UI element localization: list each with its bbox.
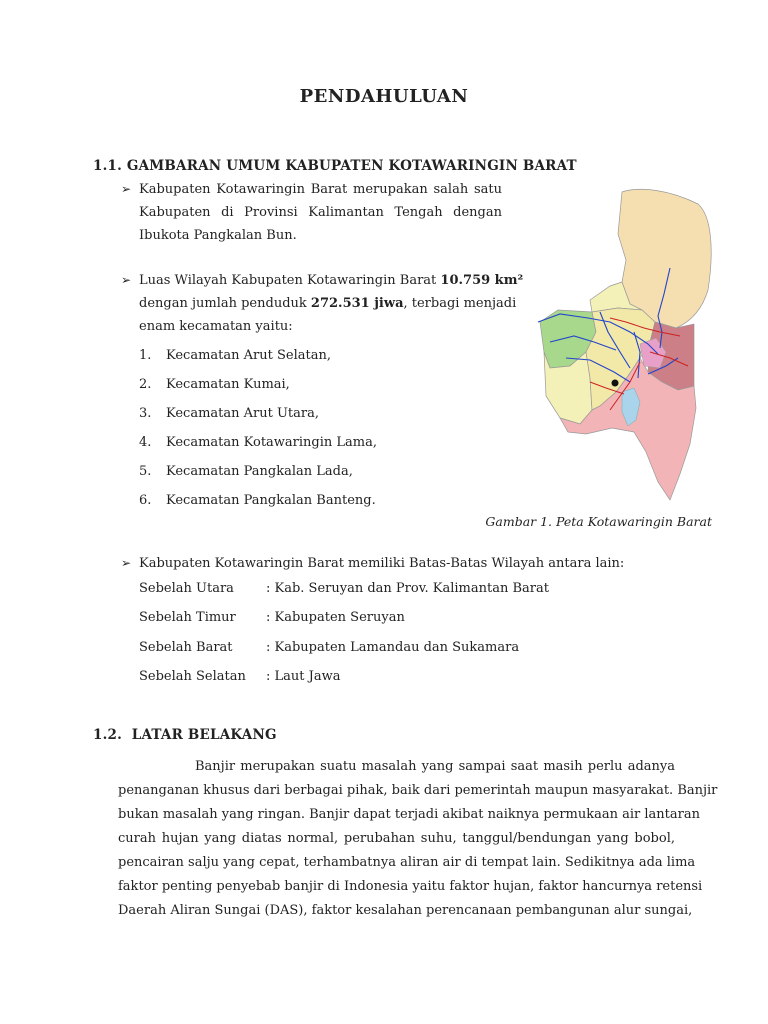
paragraph-line: pencairan salju yang cepat, terhambatnya aliran air di tempat lain. Sedikitnya ada lima xyxy=(118,855,696,870)
page-title: PENDAHULUAN xyxy=(299,86,469,107)
border-label: Sebelah Timur xyxy=(139,610,236,625)
bullet-arrow-icon: ➢ xyxy=(121,273,132,287)
section-heading-1-1: 1.1. GAMBARAN UMUM KABUPATEN KOTAWARINGIN BARAT xyxy=(93,158,577,174)
bullet-1-line-3: Ibukota Pangkalan Bun. xyxy=(139,228,297,243)
bullet-3-text: Kabupaten Kotawaringin Barat memiliki Batas-Batas Wilayah antara lain: xyxy=(139,556,625,571)
list-item xyxy=(139,489,439,512)
paragraph-line: bukan masalah yang ringan. Banjir dapat terjadi akibat naiknya permukaan air lantaran xyxy=(118,807,700,822)
list-text: Kecamatan Kumai, xyxy=(166,377,290,392)
list-number: 3. xyxy=(139,406,152,421)
list-text: Kecamatan Kotawaringin Lama, xyxy=(166,435,378,450)
list-item xyxy=(139,373,439,396)
list-number: 6. xyxy=(139,493,152,508)
border-value: : Kabupaten Lamandau dan Sukamara xyxy=(266,640,520,655)
bullet-1-line-2: Kabupaten di Provinsi Kalimantan Tengah dengan xyxy=(139,205,502,220)
list-text: Kecamatan Arut Selatan, xyxy=(166,348,331,363)
bullet-2-line-2 xyxy=(139,292,517,315)
list-text: Kecamatan Pangkalan Lada, xyxy=(166,464,353,479)
list-number: 2. xyxy=(139,377,152,392)
bullet-arrow-icon: ➢ xyxy=(121,182,132,196)
bullet-arrow-icon: ➢ xyxy=(121,556,132,570)
list-item xyxy=(139,402,439,425)
list-text: Kecamatan Pangkalan Banteng. xyxy=(166,493,376,508)
table-row xyxy=(139,665,340,688)
area-prefix: Luas Wilayah Kabupaten Kotawaringin Barat xyxy=(139,273,441,288)
bullet-1-line-1: Kabupaten Kotawaringin Barat merupakan salah satu xyxy=(139,182,502,197)
border-label: Sebelah Utara xyxy=(139,581,234,596)
list-number: 1. xyxy=(139,348,152,363)
border-value: : Laut Jawa xyxy=(266,669,341,684)
city-marker xyxy=(612,380,619,387)
border-value: : Kab. Seruyan dan Prov. Kalimantan Barat xyxy=(266,581,549,596)
paragraph-line: curah hujan yang diatas normal, perubahan suhu, tanggul/bendungan yang bobol, xyxy=(118,831,675,846)
border-value: : Kabupaten Seruyan xyxy=(266,610,405,625)
table-row xyxy=(139,577,549,600)
list-text: Kecamatan Arut Utara, xyxy=(166,406,320,421)
bullet-2-line-1 xyxy=(139,269,523,292)
area-value: 10.759 km² xyxy=(440,273,524,288)
list-item xyxy=(139,460,439,483)
list-item xyxy=(139,431,439,454)
paragraph-line: Daerah Aliran Sungai (DAS), faktor kesalahan perencanaan pembangunan alur sungai, xyxy=(118,903,693,918)
list-item xyxy=(139,344,439,367)
paragraph-line: faktor penting penyebab banjir di Indonesia yaitu faktor hujan, faktor hancurnya retensi xyxy=(118,879,703,894)
border-label: Sebelah Selatan xyxy=(139,669,246,684)
list-number: 5. xyxy=(139,464,152,479)
section-heading-1-2: 1.2. LATAR BELAKANG xyxy=(93,727,277,743)
kotawaringin-barat-map xyxy=(530,182,720,512)
paragraph-line: penanganan khusus dari berbagai pihak, baik dari pemerintah maupun masyarakat. Banjir xyxy=(118,783,718,798)
list-number: 4. xyxy=(139,435,152,450)
population-prefix: dengan jumlah penduduk xyxy=(139,296,311,311)
population-value: 272.531 jiwa xyxy=(310,296,404,311)
border-label: Sebelah Barat xyxy=(139,640,233,655)
population-suffix: , terbagi menjadi xyxy=(403,296,517,311)
table-row xyxy=(139,606,405,629)
map-caption: Gambar 1. Peta Kotawaringin Barat xyxy=(485,514,712,529)
paragraph-line: Banjir merupakan suatu masalah yang sampai saat masih perlu adanya xyxy=(195,759,675,774)
table-row xyxy=(139,636,519,659)
bullet-2-line-3: enam kecamatan yaitu: xyxy=(139,319,293,334)
